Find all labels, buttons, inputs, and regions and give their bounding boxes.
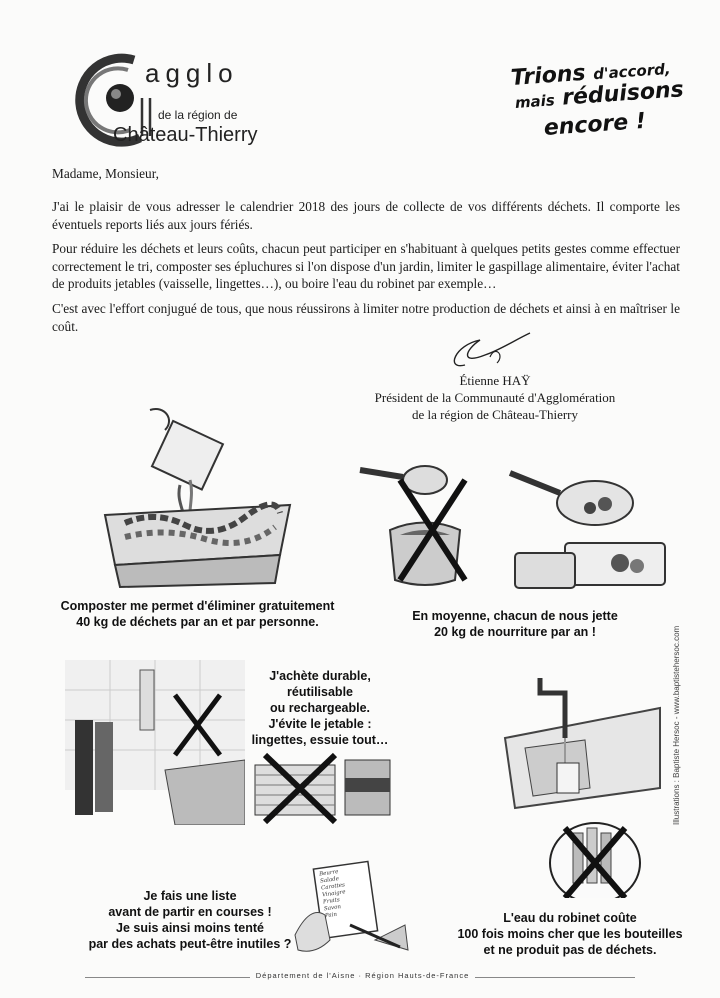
- caption-food-waste-line-2: 20 kg de nourriture par an !: [434, 625, 596, 639]
- bathroom-towels-illustration: [65, 660, 245, 825]
- caption-compost-line-2: 40 kg de déchets par an et par personne.: [76, 615, 319, 629]
- caption-shopping-line-2: avant de partir en courses !: [108, 905, 272, 919]
- caption-durable-line-2: ou rechargeable.: [269, 701, 371, 715]
- footer-text: Département de l'Aisne · Région Hauts-de-France: [255, 971, 470, 980]
- slogan-mais: mais: [514, 91, 556, 112]
- list-item: Savon: [323, 904, 342, 913]
- caption-compost-line-1: Composter me permet d'éliminer gratuitement: [60, 599, 335, 613]
- slogan-daccord: d'accord,: [592, 59, 672, 84]
- caption-compost: [55, 598, 340, 630]
- signature-scribble: [435, 325, 545, 375]
- caption-durable-line-4: lingettes, essuie tout…: [251, 733, 389, 747]
- signatory-name: Étienne HAŸ: [459, 373, 531, 388]
- caption-shopping-line-3: Je suis ainsi moins tenté: [116, 921, 264, 935]
- caption-durable: [235, 668, 405, 748]
- caption-food-waste-line-1: En moyenne, chacun de nous jette: [412, 609, 618, 623]
- slogan-line-3: encore !: [543, 108, 647, 141]
- logo-agglo-word: agglo: [145, 58, 239, 88]
- list-item: Pain: [324, 911, 338, 920]
- slogan-trions: Trions: [510, 60, 587, 91]
- signatory-title-2: de la région de Château-Thierry: [411, 407, 579, 422]
- caption-shopping-line-4: par des achats peut-être inutiles ?: [88, 937, 292, 951]
- caption-shopping-line-1: Je fais une liste: [143, 889, 237, 903]
- list-item: Beurre: [318, 869, 339, 878]
- logo-city: Château-Thierry: [113, 124, 258, 146]
- caption-shopping-list: [80, 888, 300, 952]
- shopping-list-items: [319, 865, 375, 920]
- leftovers-containers-illustration: [505, 458, 670, 598]
- logo-subtitle: de la région de: [158, 108, 238, 122]
- food-to-trash-illustration: [355, 455, 475, 590]
- list-item: Fruits: [322, 897, 341, 906]
- caption-durable-line-3: J'évite le jetable :: [268, 717, 372, 731]
- caption-tap-water-line-1: L'eau du robinet coûte: [503, 911, 637, 925]
- illustration-credit-text: Illustrations : Baptiste Hersoc - www.baptistehersoc.com: [672, 625, 681, 825]
- list-item: Vinaigre: [321, 889, 346, 899]
- illustration-credit: [672, 625, 686, 825]
- tap-water-illustration: [495, 668, 665, 898]
- letter-paragraph-1: J'ai le plaisir de vous adresser le calendrier 2018 des jours de collecte de vos différents déchets. Il comporte les éventuels reports liés aux jours fériés.: [52, 199, 680, 232]
- caption-tap-water: [450, 910, 690, 958]
- list-item: Carottes: [320, 882, 346, 892]
- footer-rule-right: [475, 977, 635, 978]
- letter-paragraph-2: Pour réduire les déchets et leurs coûts, chacun peut participer en s'habituant à quelques petits gestes comme effectuer correctement le tri, composter ses épluchures si l'on dispose d'un jardin, limiter le gaspillage alimentaire, éviter l'achat de produits jetables (vaisselle, lingettes…), ou boire l'eau du robinet par exemple…: [52, 241, 680, 291]
- signatory-title-1: Président de la Communauté d'Agglomération: [374, 390, 616, 405]
- list-item: Salade: [319, 876, 340, 885]
- caption-food-waste: [395, 608, 635, 640]
- letter-paragraph-3: C'est avec l'effort conjugué de tous, que nous réussirons à limiter notre production de déchets et ainsi à en maîtriser le coût.: [52, 301, 680, 334]
- slogan-reduisons: réduisons: [561, 77, 685, 111]
- caption-durable-line-1: J'achète durable, réutilisable: [269, 669, 371, 699]
- footer-rule-left: [85, 977, 250, 978]
- letter-salutation: Madame, Monsieur,: [52, 166, 159, 181]
- caption-tap-water-line-2: 100 fois moins cher que les bouteilles: [457, 927, 683, 941]
- disposable-products-illustration: [250, 750, 400, 825]
- caption-tap-water-line-3: et ne produit pas de déchets.: [483, 943, 657, 957]
- compost-bin-illustration: [95, 405, 295, 590]
